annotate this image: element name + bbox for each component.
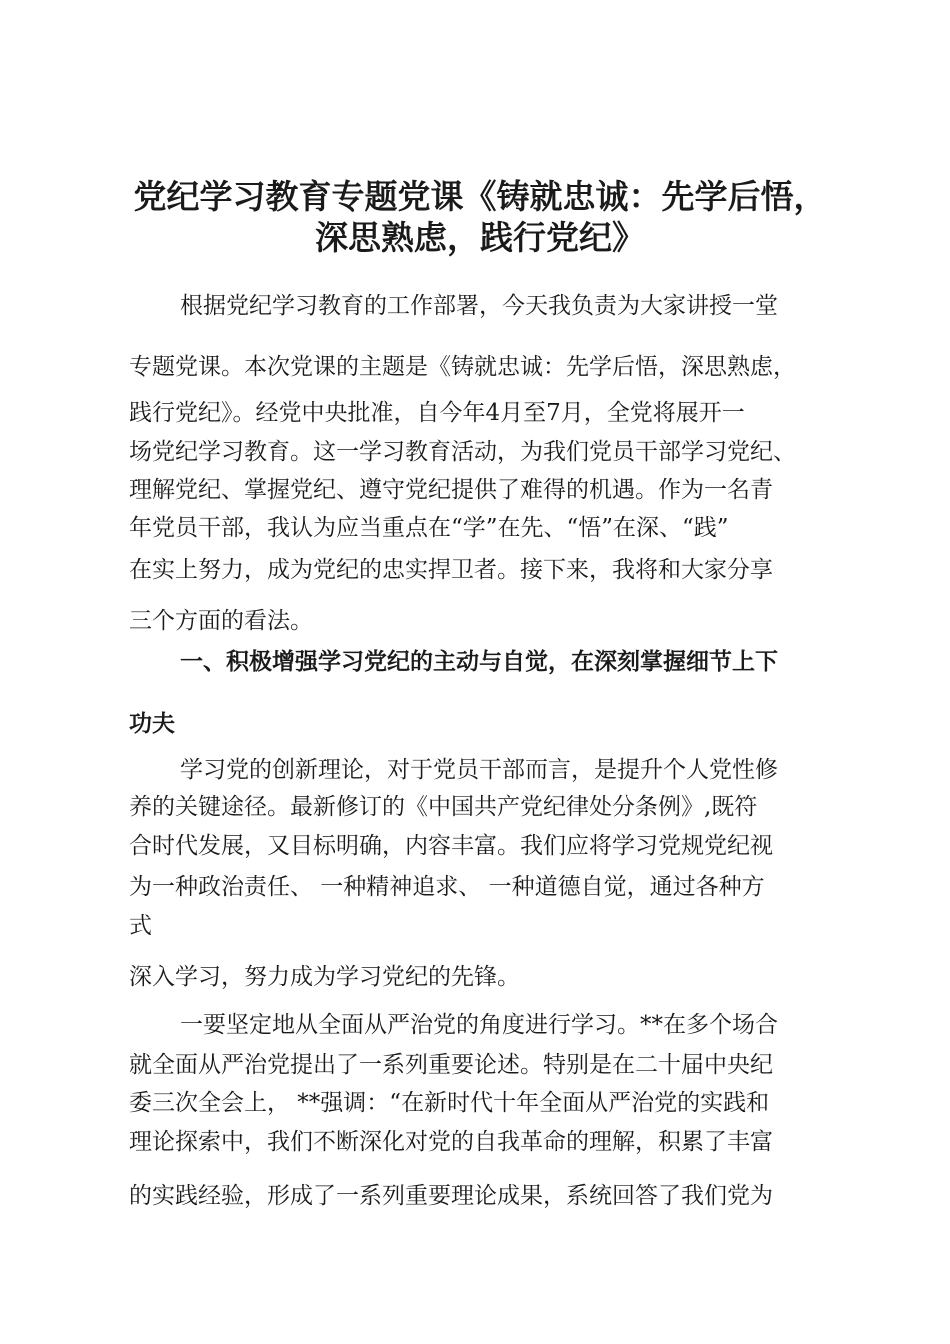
paragraph-line: 理解党纪、掌握党纪、遵守党纪提供了难得的机遇。作为一名青 <box>129 477 773 503</box>
paragraph-line: 践行党纪》。经党中央批准，自今年4月至7月，全党将展开一 <box>129 400 745 426</box>
paragraph-line: 理论探索中，我们不断深化对党的自我革命的理解，积累了丰富 <box>129 1129 773 1155</box>
paragraph-line: 根据党纪学习教育的工作部署，今天我负责为大家讲授一堂 <box>180 293 778 319</box>
paragraph-line: 合时代发展，又目标明确，内容丰富。我们应将学习党规党纪视 <box>129 833 773 859</box>
paragraph-line: 学习党的创新理论，对于党员干部而言，是提升个人党性修 <box>180 757 778 783</box>
paragraph-line: 深入学习，努力成为学习党纪的先锋。 <box>129 964 520 990</box>
paragraph-line: 的实践经验，形成了一系列重要理论成果，系统回答了我们党为 <box>129 1183 773 1209</box>
paragraph-line: 年党员干部，我认为应当重点在“学”在先、“悟”在深、“践” <box>129 515 729 541</box>
paragraph-line: 养的关键途径。最新修订的《中国共产党纪律处分条例》,既符 <box>129 794 758 820</box>
paragraph-line: 就全面从严治党提出了一系列重要论述。特别是在二十届中央纪 <box>129 1052 773 1078</box>
paragraph-line: 在实上努力，成为党纪的忠实捍卫者。接下来，我将和大家分享 <box>129 557 773 583</box>
paragraph-line: 场党纪学习教育。这一学习教育活动，为我们党员干部学习党纪、 <box>129 439 796 465</box>
section-heading-line: 一、积极增强学习党纪的主动与自觉，在深刻掌握细节上下 <box>180 649 778 675</box>
document-title-line-1: 党纪学习教育专题党课《铸就忠诚：先学后悟， <box>133 177 827 216</box>
paragraph-line: 委三次全会上， **强调：“在新时代十年全面从严治党的实践和 <box>129 1090 770 1116</box>
paragraph-line: 一要坚定地从全面从严治党的角度进行学习。**在多个场合 <box>180 1012 778 1038</box>
section-heading-line: 功夫 <box>129 711 175 737</box>
paragraph-line: 专题党课。本次党课的主题是《铸就忠诚：先学后悟，深思熟虑， <box>129 354 796 380</box>
paragraph-line: 式 <box>129 913 152 939</box>
paragraph-line: 三个方面的看法。 <box>129 608 313 634</box>
paragraph-line: 为一种政治责任、 一种精神追求、 一种道德自觉，通过各种方 <box>129 874 765 900</box>
document-title-line-2: 深思熟虑，践行党纪》 <box>315 218 645 257</box>
